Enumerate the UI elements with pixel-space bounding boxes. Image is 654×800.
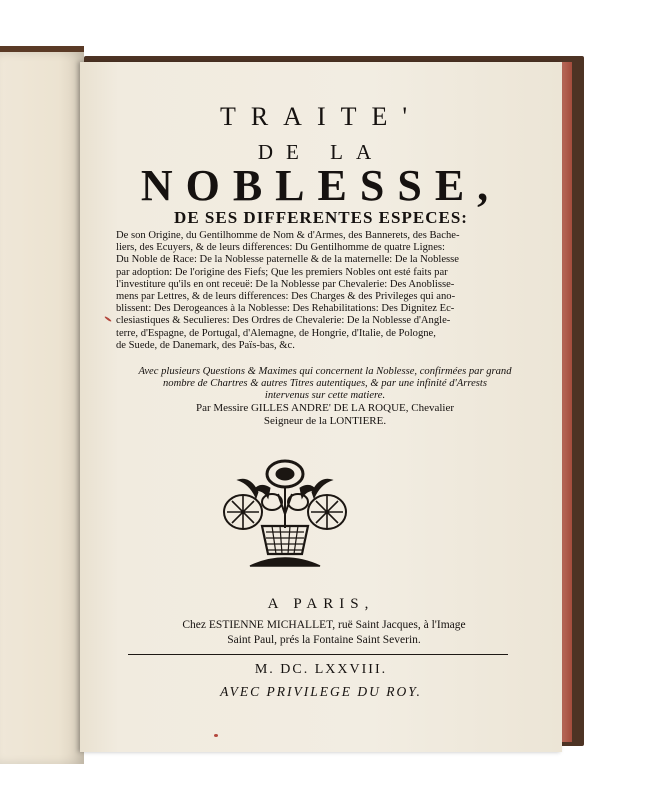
- publisher-line-1: Chez ESTIENNE MICHALLET, ruë Saint Jacques, à l'Image: [182, 619, 466, 631]
- subtitle: DE SES DIFFERENTES ESPECES:: [174, 208, 468, 227]
- publisher-block: [104, 618, 544, 648]
- red-ink-mark: [104, 316, 112, 322]
- publisher-line-2: Saint Paul, prés la Fontaine Saint Severin.: [227, 634, 421, 646]
- questions-line: nombre de Chartres & autres Titres autentiques, & par une infinité d'Arrests: [163, 378, 487, 390]
- flower-basket-woodcut: [210, 454, 360, 580]
- imprint-date: M. DC. LXXVIII.: [254, 662, 388, 677]
- contents-line: par adoption: De l'origine des Fiefs; Que les premiers Nobles ont esté faits par: [116, 266, 448, 278]
- contents-line: mens par Lettres, & de leurs differences: Des Charges & des Privileges qui ano-: [116, 291, 456, 303]
- author-block: [120, 402, 530, 428]
- title-line-3: NOBLESSE,: [140, 161, 502, 210]
- contents-line: blissent: Des Derogeances à la Noblesse: Des Rehabilitations: Des Dignitez Ec-: [116, 303, 455, 315]
- contents-line: Du Noble de Race: De la Noblesse paternelle & de la maternelle: De la Noblesse: [116, 254, 459, 266]
- contents-line: De son Origine, du Gentilhomme de Nom & d'Armes, des Bannerets, des Bache-: [116, 230, 460, 241]
- title-page: [80, 62, 562, 752]
- title-line-2: DE LA: [257, 140, 385, 164]
- contents-line: clesiastiques & Seculieres: Des Ordres de Chevalerie: De la Noblesse d'Angle-: [116, 315, 451, 327]
- questions-line: Avec plusieurs Questions & Maximes qui concernent la Noblesse, confirmées par grand: [138, 366, 512, 377]
- imprint-rule: [128, 654, 508, 655]
- title-line-1: TRAITE': [219, 102, 423, 131]
- imprint-place: A PARIS,: [267, 596, 375, 612]
- book-spine-left-board: [0, 46, 84, 764]
- contents-line: de Suede, de Danemark, des Païs-bas, &c.: [116, 339, 295, 351]
- contents-line: terre, d'Espagne, de Portugal, d'Alemagne, de Hongrie, d'Italie, de Pologne,: [116, 327, 436, 339]
- royal-privilege: AVEC PRIVILEGE DU ROY.: [220, 684, 422, 699]
- questions-line: intervenus sur cette matiere.: [264, 390, 386, 402]
- red-ink-spot: [214, 734, 218, 737]
- author-line-1: Par Messire GILLES ANDRE' DE LA ROQUE, Chevalier: [195, 402, 454, 414]
- contents-line: liers, des Ecuyers, & de leurs differences: Du Gentilhomme de quatre Lignes:: [116, 242, 445, 254]
- contents-line: l'investiture qu'ils en ont receuë: De la Noblesse par Chevalerie: Des Anoblisse-: [116, 278, 455, 290]
- contents-paragraph: [116, 230, 538, 352]
- author-line-2: Seigneur de la LONTIERE.: [263, 415, 387, 427]
- questions-paragraph: [120, 366, 530, 403]
